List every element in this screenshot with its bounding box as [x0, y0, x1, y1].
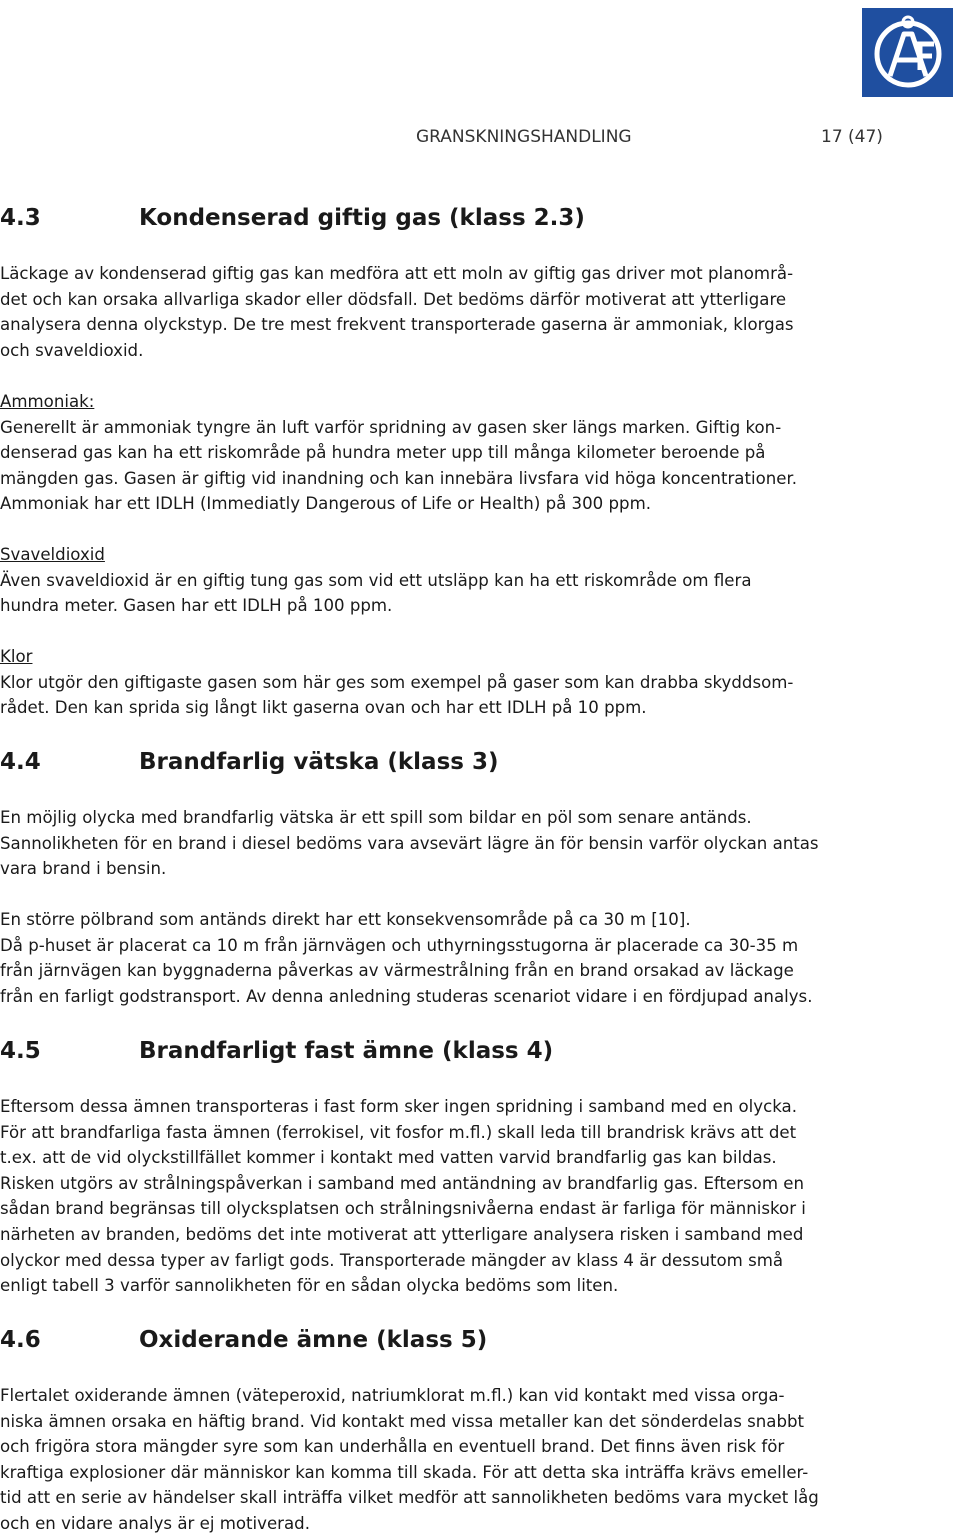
text-line: Generellt är ammoniak tyngre än luft varför spridning av gasen sker längs marken. Giftig kon-	[0, 417, 782, 437]
section-title: Brandfarlig vätska (klass 3)	[139, 749, 499, 775]
section-number: 4.3	[0, 205, 41, 231]
section-title: Oxiderande ämne (klass 5)	[139, 1327, 488, 1353]
text-line: Flertalet oxiderande ämnen (väteperoxid, natriumklorat m.fl.) kan vid kontakt med vissa orga-	[0, 1386, 785, 1405]
text-line: och en vidare analys är ej motiverad.	[0, 1513, 310, 1533]
text-line: tid att en serie av händelser skall inträffa vilket medför att sannolikheten bedöms vara mycket låg	[0, 1488, 819, 1508]
text-line: från järnvägen kan byggnaderna påverkas av värmestrålning från en brand orsakad av läckage	[0, 961, 794, 981]
subsection-heading: Svaveldioxid	[0, 545, 105, 564]
text-line: kraftiga explosioner där människor kan komma till skada. För att detta ska inträffa krävs emeller-	[0, 1462, 809, 1482]
section-title: Brandfarligt fast ämne (klass 4)	[139, 1038, 554, 1064]
text-line: Ammoniak har ett IDLH (Immediatly Dangerous of Life or Health) på 300 ppm.	[0, 494, 652, 514]
section-4-5-paragraph	[0, 1094, 840, 1299]
text-line: analysera denna olyckstyp. De tre mest frekvent transporterade gaserna är ammoniak, klorgas	[0, 315, 794, 335]
text-line: Klor utgör den giftigaste gasen som här ges som exempel på gaser som kan drabba skyddsom-	[0, 672, 794, 692]
company-logo	[862, 8, 953, 97]
text-line: Läckage av kondenserad giftig gas kan medföra att ett moln av giftig gas driver mot planområ-	[0, 264, 794, 283]
text-line: t.ex. att de vid olyckstillfället kommer i kontakt med vatten varvid brandfarlig gas kan bildas.	[0, 1148, 777, 1168]
section-4-6-paragraph	[0, 1383, 840, 1536]
subsection-klor	[0, 644, 840, 721]
section-number: 4.5	[0, 1038, 41, 1064]
text-line: denserad gas kan ha ett riskområde på hundra meter upp till många kilometer beroende på	[0, 443, 766, 463]
text-line: mängden gas. Gasen är giftig vid inandning och kan innebära livsfara vid höga koncentrationer.	[0, 468, 798, 488]
text-line: sådan brand begränsas till olycksplatsen och strålningsnivåerna endast är farliga för människor i	[0, 1199, 806, 1219]
text-line: Då p-huset är placerat ca 10 m från järnvägen och uthyrningsstugorna är placerade ca 30-35 m	[0, 935, 799, 955]
subsection-heading: Klor	[0, 647, 33, 666]
text-line: rådet. Den kan sprida sig långt likt gaserna ovan och har ett IDLH på 10 ppm.	[0, 698, 647, 718]
text-line: olyckor med dessa typer av farligt gods. Transporterade mängder av klass 4 är dessutom små	[0, 1250, 784, 1270]
afconsult-logo-icon	[862, 8, 953, 97]
text-line: Även svaveldioxid är en giftig tung gas som vid ett utsläpp kan ha ett riskområde om flera	[0, 570, 752, 590]
text-line: En större pölbrand som antänds direkt har ett konsekvensområde på ca 30 m [10].	[0, 910, 691, 929]
section-4-4-paragraph-2	[0, 907, 840, 1009]
subsection-svaveldioxid	[0, 542, 840, 619]
text-line: och frigöra stora mängder syre som kan underhålla en eventuell brand. Det finns även risk för	[0, 1437, 785, 1457]
section-number: 4.4	[0, 749, 41, 775]
text-line: En möjlig olycka med brandfarlig vätska är ett spill som bildar en pöl som senare antänds.	[0, 808, 752, 827]
text-line: vara brand i bensin.	[0, 859, 167, 879]
section-number: 4.6	[0, 1327, 41, 1353]
text-line: det och kan orsaka allvarliga skador eller dödsfall. Det bedöms därför motiverat att ytterligare	[0, 289, 787, 309]
text-line: hundra meter. Gasen har ett IDLH på 100 ppm.	[0, 596, 393, 616]
section-title: Kondenserad giftig gas (klass 2.3)	[139, 205, 585, 231]
text-line: enligt tabell 3 varför sannolikheten för en sådan olycka bedöms som liten.	[0, 1276, 619, 1296]
text-line: niska ämnen orsaka en häftig brand. Vid kontakt med vissa metaller kan det sönderdelas snabbt	[0, 1411, 805, 1431]
text-line: Sannolikheten för en brand i diesel bedöms vara avsevärt lägre än för bensin varför olyckan antas	[0, 833, 819, 853]
document-status-label: GRANSKNINGSHANDLING	[416, 127, 632, 147]
page-number: 17 (47)	[821, 127, 883, 147]
text-line: För att brandfarliga fasta ämnen (ferrokisel, vit fosfor m.fl.) skall leda till brandrisk krävs att det	[0, 1122, 797, 1142]
text-line: närheten av branden, bedöms det inte motiverat att ytterligare analysera risken i samband med	[0, 1224, 804, 1244]
text-line: Eftersom dessa ämnen transporteras i fast form sker ingen spridning i samband med en olycka.	[0, 1097, 797, 1116]
text-line: Risken utgörs av strålningspåverkan i samband med antändning av brandfarlig gas. Eftersom en	[0, 1173, 804, 1193]
text-line: och svaveldioxid.	[0, 340, 144, 360]
page-header	[0, 127, 960, 153]
subsection-ammoniak	[0, 389, 840, 517]
section-4-4-paragraph-1	[0, 805, 840, 882]
text-line: från en farligt godstransport. Av denna anledning studeras scenariot vidare i en fördjupad analys.	[0, 986, 813, 1006]
section-4-3-intro	[0, 261, 840, 363]
subsection-heading: Ammoniak:	[0, 392, 95, 411]
